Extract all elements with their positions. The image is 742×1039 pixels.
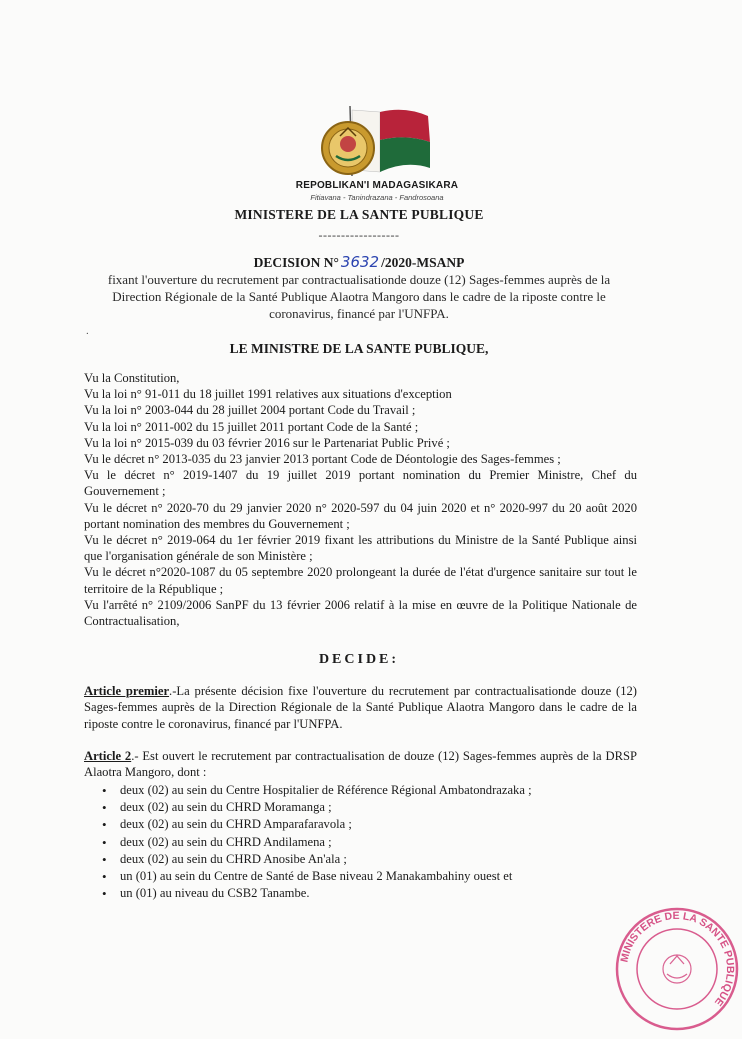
list-item: • un (01) au niveau du CSB2 Tanambe. xyxy=(102,885,622,902)
ministry-title: MINISTERE DE LA SANTE PUBLIQUE xyxy=(234,207,484,222)
list-item: • deux (02) au sein du CHRD Moramanga ; xyxy=(102,799,622,816)
article-2 xyxy=(84,748,637,781)
list-item: • deux (02) au sein du CHRD Andilamena ; xyxy=(102,834,622,851)
consideration-line: Vu le décret n° 2019-064 du 1er février 2019 fixant les attributions du Ministre de la Santé Publique ainsi que l'organisation générale de son Ministère ; xyxy=(84,533,637,564)
list-item: • deux (02) au sein du CHRD Amparafaravola ; xyxy=(102,816,622,833)
separator-line: ------------------ xyxy=(318,228,400,242)
decision-number: 3632 xyxy=(340,253,380,271)
republic-motto: Fitiavana - Tanindrazana - Fandrosoana xyxy=(310,193,444,202)
ministry-stamp xyxy=(612,904,737,1024)
consideration-line: Vu la Constitution, xyxy=(84,371,180,385)
article-text: .- Est ouvert le recrutement par contractualisation de douze (12) Sages-femmes auprès de la DRSP Alaotra Mangoro, dont : xyxy=(84,749,637,780)
decision-suffix: /2020-MSANP xyxy=(381,255,465,270)
republic-name: REPOBLIKAN'I MADAGASIKARA xyxy=(295,180,459,191)
decision-title xyxy=(0,253,718,271)
consideration-line: Vu la loi n° 91-011 du 18 juillet 1991 relatives aux situations d'exception xyxy=(84,387,452,402)
consideration-line: Vu l'arrêté n° 2109/2006 SanPF du 13 février 2006 relatif à la mise en œuvre de la Politique Nationale de Contractualisation, xyxy=(84,597,637,629)
consideration-line: Vu la loi n° 2015-039 du 03 février 2016 sur le Partenariat Public Privé ; xyxy=(84,435,450,450)
republic-emblem xyxy=(300,102,450,182)
consideration-line: Vu le décret n° 2019-1407 du 19 juillet 2019 portant nomination du Premier Ministre, Chef du Gouvernement ; xyxy=(84,468,637,499)
list-item: • deux (02) au sein du Centre Hospitalier de Référence Régional Ambatondrazaka ; xyxy=(102,782,622,799)
consideration-line: Vu la loi n° 2011-002 du 15 juillet 2011 portant Code de la Santé ; xyxy=(84,419,419,434)
minister-heading: LE MINISTRE DE LA SANTE PUBLIQUE, xyxy=(229,341,489,356)
article-title: Article premier xyxy=(84,684,170,698)
list-item: • deux (02) au sein du CHRD Anosibe An'ala ; xyxy=(102,851,622,868)
article-premier xyxy=(84,683,637,732)
decide-heading: DECIDE: xyxy=(318,652,400,667)
decision-prefix: DECISION N° xyxy=(253,255,339,270)
consideration-line: Vu le décret n° 2020-70 du 29 janvier 2020 n° 2020-597 du 04 juin 2020 et n° 2020-997 du 20 août 2020 portant nomination des membres du Gouvernement ; xyxy=(84,500,637,531)
stray-mark: . xyxy=(86,325,89,337)
list-item: • un (01) au sein du Centre de Santé de Base niveau 2 Manakambahiny ouest et xyxy=(102,868,622,885)
consideration-line: Vu le décret n°2020-1087 du 05 septembre 2020 prolongeant la durée de l'état d'urgence sanitaire sur tout le territoire de la République ; xyxy=(84,565,637,596)
stamp-text: MINISTERE DE LA SANTE PUBLIQUE xyxy=(618,909,737,1009)
article-2-list xyxy=(102,782,622,902)
decision-subtitle: fixant l'ouverture du recrutement par contractualisationde douze (12) Sages-femmes auprès de la Direction Régionale de la Santé Publique Alaotra Mangoro dans le cadre de la riposte contre le coronavirus, financé par l'UNFPA. xyxy=(107,272,611,321)
article-title: Article 2 xyxy=(84,749,132,763)
article-text: .-La présente décision fixe l'ouverture du recrutement par contractualisationde douze (12) Sages-femmes auprès de la Direction Régionale de la Santé Publique Alaotra Mangoro dans le cadre de la riposte contre le coronavirus, financé par l'UNFPA. xyxy=(84,684,637,731)
consideration-line: Vu le décret n° 2013-035 du 23 janvier 2013 portant Code de Déontologie des Sages-femmes ; xyxy=(84,452,561,467)
consideration-line: Vu la loi n° 2003-044 du 28 juillet 2004 portant Code du Travail ; xyxy=(84,403,416,418)
considerations-block xyxy=(84,370,637,629)
